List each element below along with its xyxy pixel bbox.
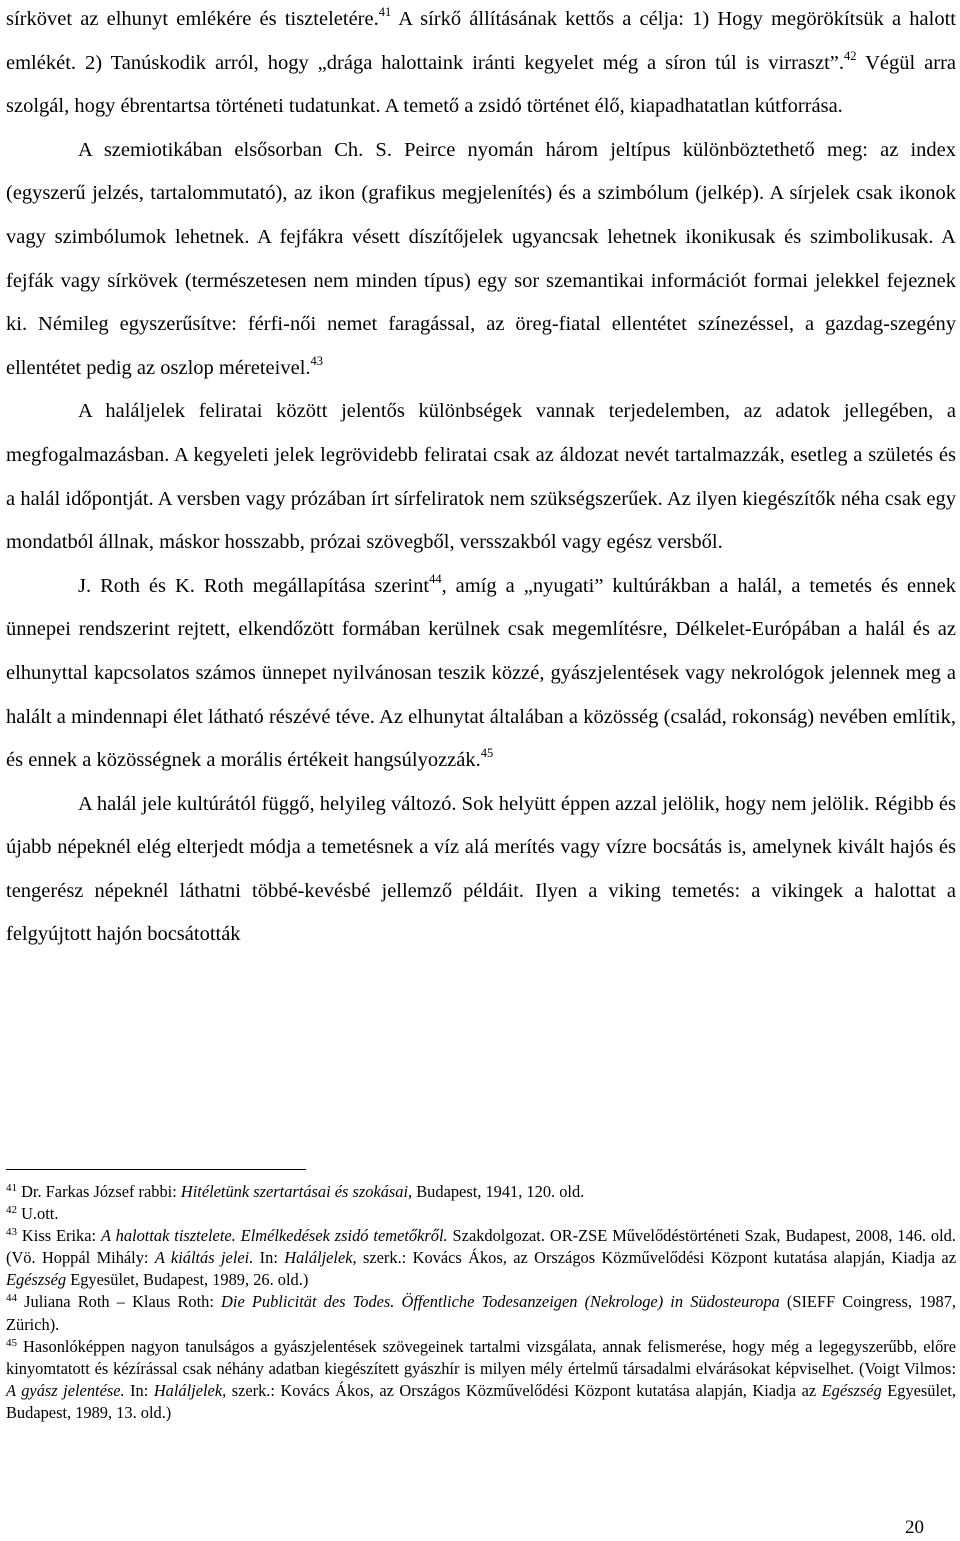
- footnote-ref-45[interactable]: 45: [480, 746, 494, 761]
- footnote-45: $^{45}$ Hasonlóképpen nagyon tanulságos a gyászjelentések szövegeinek tartalmi vizsgálata, annak felismerése, hogy még a legegyszerűbb, előre kinyomtatott és kézírással csak néhány adatban kiegészített gyászhír is milyen mély értelmű társadalmi elvárásokat képviselhet. (Voigt Vilmos: A gyász jelentése. In: Haláljelek, szerk.: Kovács Ákos, az Országos Közművelődési Központ kutatása alapján, Kiadja az Egészség Egyesület, Budapest, 1989, 13. old.): [6, 1336, 956, 1422]
- paragraph-5: A halál jele kultúrától függő, helyileg változó. Sok helyütt éppen azzal jelölik, hogy nem jelölik. Régibb és újabb népeknél elég elterjedt módja a temetésnek a víz alá merítés vagy vízre bocsátás is, amelynek kivált hajós és tengerész népeknél láthatni többé-kevésbé jellemző példáit. Ilyen a viking temetés: a vikingek a halottat a felgyújtott hajón bocsátották: [6, 792, 956, 946]
- paragraph-2: A szemiotikában elsősorban Ch. S. Peirce nyomán három jeltípus különböztethető meg: az index (egyszerű jelzés, tartalommutató), az ikon (grafikus megjelenítés) és a szimbólum (jelkép). A sírjelek csak ikonok vagy szimbólumok lehetnek. A fejfákra vésett díszítőjelek ugyancsak lehetnek ikonikusak és szimbolikusak. A fejfák vagy sírkövek (természetesen nem minden típus) egy sor szemantikai információt formai jelekkel fejeznek ki. Némileg egyszerűsítve: férfi-női nemet faragással, az öreg-fiatal ellentétet színezéssel, a gazdag-szegény ellentétet pedig az oszlop méreteivel.$^{43}$: [6, 138, 956, 379]
- page-number: 20: [905, 1517, 924, 1538]
- paragraph-1: sírkövet az elhunyt emlékére és tiszteletére.$^{41}$ A sírkő állításának kettős a célja: 1) Hogy megörökítsük a halott emlékét. 2) Tanúskodik arról, hogy „drága halottaink iránti kegyelet még a síron túl is virraszt”.$^{42}$ Végül arra szolgál, hogy ébrentartsa történeti tudatunkat. A temető a zsidó történet élő, kiapadhatatlan kútforrása.: [6, 5, 956, 118]
- footnote-ref-43[interactable]: 43: [310, 353, 324, 368]
- footnote-42: $^{42}$ U.ott.: [6, 1204, 59, 1224]
- footnotes: [6, 1181, 956, 1424]
- footnote-ref-42[interactable]: 42: [844, 48, 857, 63]
- footnote-43: $^{43}$ Kiss Erika: A halottak tisztelete. Elmélkedések zsidó temetőkről. Szakdolgozat. OR-ZSE Művelődéstörténeti Szak, Budapest, 2008, 146. old. (Vö. Hoppál Mihály: A kiáltás jelei. In: Haláljelek, szerk.: Kovács Ákos, az Országos Közművelődési Központ kutatása alapján, Kiadja az Egészség Egyesület, Budapest, 1989, 26. old.): [6, 1226, 956, 1290]
- body-text: [6, 0, 956, 957]
- paragraph-3: A haláljelek feliratai között jelentős különbségek vannak terjedelemben, az adatok jellegében, a megfogalmazásban. A kegyeleti jelek legrövidebb feliratai csak az áldozat nevét tartalmazzák, esetleg a születés és a halál időpontját. A versben vagy prózában írt sírfeliratok nem szükségszerűek. Az ilyen kiegészítők néha csak egy mondatból állnak, máskor hosszabb, prózai szövegből, versszakból vagy egész versből.: [6, 400, 956, 554]
- paragraph-4: J. Roth és K. Roth megállapítása szerint$^{44}$, amíg a „nyugati” kultúrákban a halál, a temetés és ennek ünnepei rendszerint rejtett, elkendőzött formában kerülnek csak megemlítésre, Délkelet-Európában a halál és az elhunyttal kapcsolatos számos ünnepet nyilvánosan teszik közzé, gyászjelentések vagy nekrológok jelennek meg a halált a mindennapi élet látható részévé téve. Az elhunytat általában a közösség (család, rokonság) nevében említik, és ennek a közösségnek a morális értékeit hangsúlyozzák.$^{45}$: [6, 571, 956, 772]
- footnote-ref-41[interactable]: 41: [378, 5, 392, 19]
- footnote-separator: [6, 1169, 306, 1170]
- footnote-44: $^{44}$ Juliana Roth – Klaus Roth: Die Publicität des Todes. Öffentliche Todesanzeigen (Nekrologe) in Südosteuropa (SIEFF Coingress, 1987, Zürich).: [6, 1292, 956, 1334]
- footnote-41: $^{41}$ Dr. Farkas József rabbi: Hitéletünk szertartásai és szokásai, Budapest, 1941, 120. old.: [6, 1182, 585, 1201]
- footnote-ref-44[interactable]: 44: [429, 571, 442, 586]
